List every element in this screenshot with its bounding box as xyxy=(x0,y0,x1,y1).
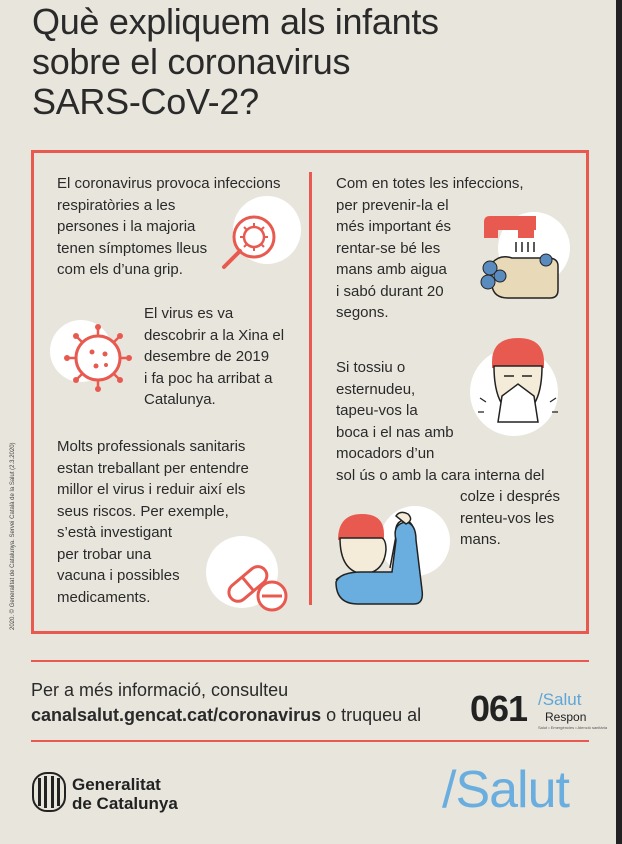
page-title xyxy=(32,2,439,122)
right-paragraph-1: Com en totes les infeccions, per prevenir-la el més important és rentar-se bé les mans amb aigua i sabó durant 20 segons. xyxy=(336,175,524,321)
info-tail: o truqueu al xyxy=(321,705,422,725)
credit-text: 2020. © Generalitat de Catalunya. Servei Català de la Salut (2.3.2020) xyxy=(10,442,16,630)
generalitat-name: Generalitat de Catalunya xyxy=(72,775,178,813)
title-line-2: sobre el coronavirus xyxy=(32,41,351,82)
phone-tiny: Salut • Emergències • Atenció sanitària xyxy=(538,725,608,730)
cough-elbow-icon xyxy=(334,510,444,606)
column-divider xyxy=(309,172,312,605)
left-paragraph-1: El coronavirus provoca infeccions respiratòries a les persones i la majoria tenen símptomes lleus com els d’una grip. xyxy=(57,175,281,278)
phone-sub: Respon xyxy=(545,710,587,724)
pills-icon xyxy=(222,556,292,616)
left-paragraph-2: El virus es va descobrir a la Xina el desembre de 2019 i fa poc ha arribat a Catalunya. xyxy=(144,305,285,408)
magnifier-virus-icon xyxy=(212,205,284,277)
generalitat-logo-icon xyxy=(32,772,66,812)
title-line-3: SARS-CoV-2? xyxy=(32,81,259,122)
virus-icon xyxy=(62,322,134,394)
handwash-icon xyxy=(478,208,568,303)
footer-rule-top xyxy=(31,660,589,662)
right-paragraph-2-end: colze i després renteu-vos les mans. xyxy=(460,488,561,548)
right-paragraph-2: Si tossiu o esternudeu, tapeu-vos la boca i el nas amb mocadors d’un sol ús o amb la cara interna del xyxy=(336,359,545,484)
title-line-1: Què expliquem als infants xyxy=(32,1,439,42)
phone-brand: /Salut xyxy=(538,690,582,709)
salut-logo: /Salut xyxy=(442,761,569,819)
info-link[interactable]: canalsalut.gencat.cat/coronavirus xyxy=(31,705,322,725)
footer-rule-bottom xyxy=(31,740,589,742)
left-paragraph-3: Molts professionals sanitaris estan treballant per entendre millor el virus i reduir així els seus riscos. Per exemple, s’està investigant per trobar una vacuna i possibles medicaments. xyxy=(57,438,249,606)
info-line-1: Per a més informació, consulteu xyxy=(31,680,289,700)
sneeze-tissue-icon xyxy=(478,332,558,432)
phone-number[interactable]: 061 xyxy=(470,688,528,729)
info-line-2 xyxy=(31,705,421,726)
